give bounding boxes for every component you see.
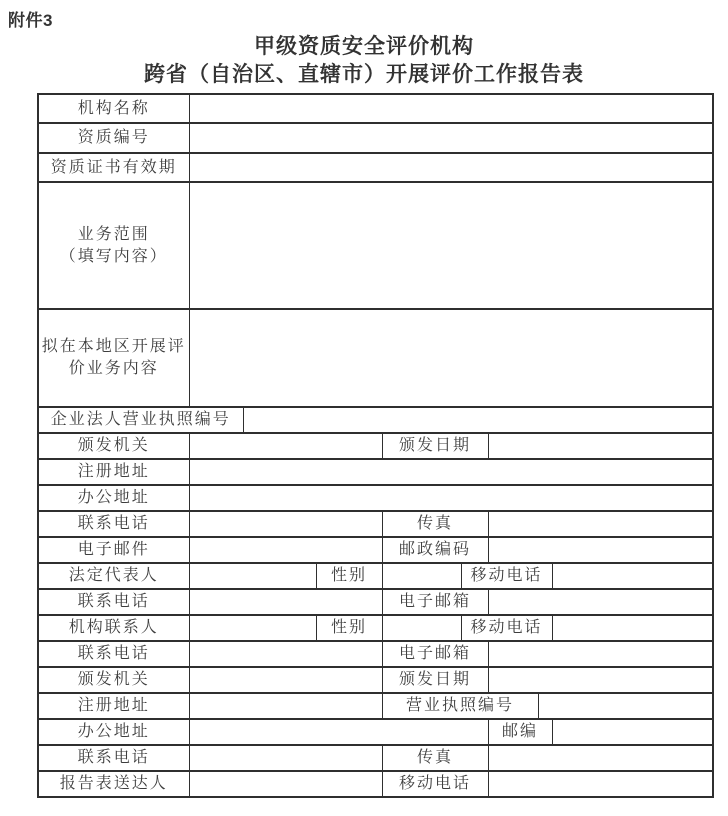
label-issuing-authority-1: 颁发机关: [38, 433, 189, 459]
value-phone-3: [189, 641, 382, 667]
label-business-scope-line1: 业务范围: [77, 225, 150, 243]
label-email-3: 电子邮箱: [382, 641, 488, 667]
label-mobile-3: 移动电话: [382, 771, 488, 797]
value-registered-address-1: [189, 459, 713, 485]
value-email-1: [189, 537, 382, 563]
label-mobile-1: 移动电话: [461, 563, 552, 589]
label-certificate-validity: 资质证书有效期: [38, 153, 189, 182]
label-org-name: 机构名称: [38, 94, 189, 123]
row-report-deliverer: [38, 771, 713, 797]
value-email-2: [488, 589, 713, 615]
row-org-contact: [38, 615, 713, 641]
label-email-1: 电子邮件: [38, 537, 189, 563]
value-report-deliverer: [189, 771, 382, 797]
label-report-deliverer: 报告表送达人: [38, 771, 189, 797]
label-phone-4: 联系电话: [38, 745, 189, 771]
label-mobile-2: 移动电话: [461, 615, 552, 641]
label-planned-local-business: [38, 309, 189, 407]
label-email-2: 电子邮箱: [382, 589, 488, 615]
row-phone-email-1: [38, 589, 713, 615]
label-issuing-authority-2: 颁发机关: [38, 667, 189, 693]
label-business-license-no: 企业法人营业执照编号: [38, 407, 243, 433]
value-certificate-validity: [189, 153, 713, 182]
row-registered-address-2: [38, 693, 713, 719]
label-planned-local-business-line1: 拟在本地区开展评: [41, 338, 186, 356]
row-certificate-validity: [38, 153, 713, 182]
row-email-postal-code: [38, 537, 713, 563]
row-org-name: [38, 94, 713, 123]
label-business-scope: [38, 182, 189, 309]
label-phone-2: 联系电话: [38, 589, 189, 615]
value-zip: [552, 719, 713, 745]
form-title-line2: 跨省（自治区、直辖市）开展评价工作报告表: [144, 63, 584, 86]
value-org-name: [189, 94, 713, 123]
row-phone-email-2: [38, 641, 713, 667]
row-business-license-no: [38, 407, 713, 433]
row-legal-representative: [38, 563, 713, 589]
report-form-table: [37, 93, 714, 798]
value-gender-2: [382, 615, 461, 641]
label-license-no: 营业执照编号: [382, 693, 538, 719]
value-registered-address-2: [189, 693, 382, 719]
label-business-scope-line2: （填写内容）: [59, 247, 168, 265]
label-zip: 邮编: [488, 719, 552, 745]
label-phone-3: 联系电话: [38, 641, 189, 667]
value-mobile-1: [552, 563, 713, 589]
row-business-scope: [38, 182, 713, 309]
value-gender-1: [382, 563, 461, 589]
row-office-address-2: [38, 719, 713, 745]
label-qualification-no: 资质编号: [38, 123, 189, 153]
value-mobile-2: [552, 615, 713, 641]
value-fax-2: [488, 745, 713, 771]
value-phone-4: [189, 745, 382, 771]
label-registered-address-2: 注册地址: [38, 693, 189, 719]
label-gender-2: 性别: [316, 615, 382, 641]
label-registered-address-1: 注册地址: [38, 459, 189, 485]
value-email-3: [488, 641, 713, 667]
form-title: [0, 33, 728, 89]
value-license-no: [538, 693, 713, 719]
value-phone-1: [189, 511, 382, 537]
row-office-address-1: [38, 485, 713, 511]
row-phone-fax-1: [38, 511, 713, 537]
label-issue-date-1: 颁发日期: [382, 433, 488, 459]
label-postal-code: 邮政编码: [382, 537, 488, 563]
value-legal-representative: [189, 563, 316, 589]
row-planned-local-business: [38, 309, 713, 407]
value-issue-date-1: [488, 433, 713, 459]
row-issuing-authority-2: [38, 667, 713, 693]
value-phone-2: [189, 589, 382, 615]
row-issuing-authority-1: [38, 433, 713, 459]
label-issue-date-2: 颁发日期: [382, 667, 488, 693]
label-org-contact: 机构联系人: [38, 615, 189, 641]
label-gender-1: 性别: [316, 563, 382, 589]
form-title-line1: 甲级资质安全评价机构: [254, 35, 474, 58]
value-mobile-3: [488, 771, 713, 797]
value-business-scope: [189, 182, 713, 309]
value-planned-local-business: [189, 309, 713, 407]
label-office-address-2: 办公地址: [38, 719, 189, 745]
value-postal-code: [488, 537, 713, 563]
row-phone-fax-2: [38, 745, 713, 771]
row-registered-address-1: [38, 459, 713, 485]
row-qualification-no: [38, 123, 713, 153]
label-fax-1: 传真: [382, 511, 488, 537]
label-planned-local-business-line2: 价业务内容: [68, 360, 159, 377]
value-office-address-1: [189, 485, 713, 511]
label-office-address-1: 办公地址: [38, 485, 189, 511]
value-org-contact: [189, 615, 316, 641]
label-legal-representative: 法定代表人: [38, 563, 189, 589]
value-issue-date-2: [488, 667, 713, 693]
label-phone-1: 联系电话: [38, 511, 189, 537]
value-business-license-no: [243, 407, 713, 433]
value-issuing-authority-2: [189, 667, 382, 693]
value-fax-1: [488, 511, 713, 537]
value-issuing-authority-1: [189, 433, 382, 459]
label-fax-2: 传真: [382, 745, 488, 771]
attachment-label: 附件3: [8, 11, 53, 30]
value-office-address-2: [189, 719, 488, 745]
value-qualification-no: [189, 123, 713, 153]
